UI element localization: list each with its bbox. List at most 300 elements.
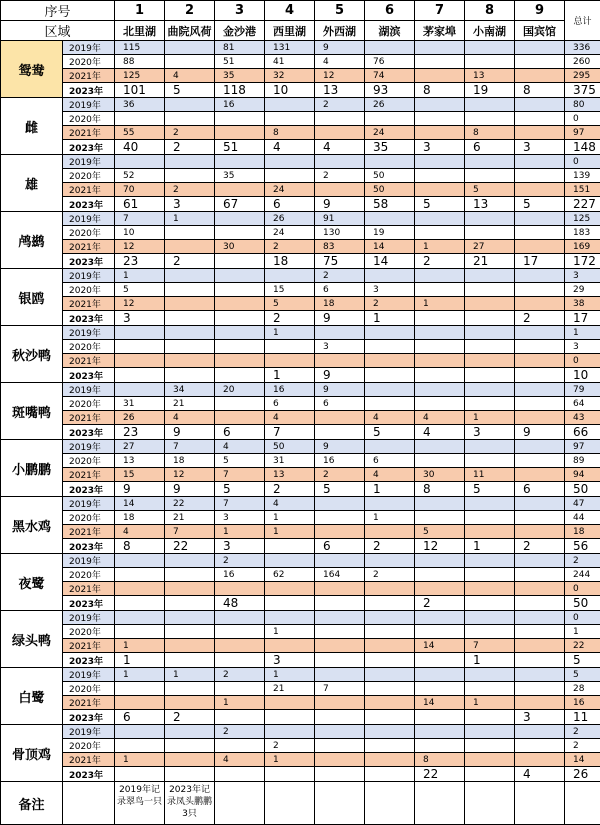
count-cell: 12 [165,468,215,482]
count-cell: 6 [215,425,265,440]
count-cell: 13 [115,454,165,468]
count-cell [115,368,165,383]
year-label: 2020年 [63,682,115,696]
count-cell [465,596,515,611]
count-cell [415,625,465,639]
count-cell [415,226,465,240]
count-cell: 12 [415,539,465,554]
count-cell [315,511,365,525]
row-total: 50 [565,482,600,497]
species-year-row [1,383,600,397]
year-label: 2021年 [63,297,115,311]
count-cell [315,625,365,639]
count-cell [115,767,165,782]
count-cell: 131 [265,41,315,55]
area-name: 小南湖 [465,21,515,41]
count-cell: 9 [315,197,365,212]
species-year-row [1,297,600,311]
year-label: 2019年 [63,725,115,739]
row-total: 139 [565,169,600,183]
count-cell [415,454,465,468]
count-cell [365,725,415,739]
count-cell [215,254,265,269]
row-total: 151 [565,183,600,197]
count-cell [115,568,165,582]
count-cell: 5 [215,482,265,497]
count-cell: 4 [215,753,265,767]
count-cell [515,696,565,710]
count-cell: 130 [315,226,365,240]
count-cell: 83 [315,240,365,254]
row-total: 79 [565,383,600,397]
species-year-row [1,311,600,326]
count-cell [315,767,365,782]
species-name: 夜鹭 [1,554,63,611]
count-cell [465,625,515,639]
count-cell [215,155,265,169]
row-total: 11 [565,710,600,725]
year-label: 2023年 [63,482,115,497]
species-year-row [1,539,600,554]
area-name: 茅家埠 [415,21,465,41]
count-cell: 1 [415,240,465,254]
count-cell [315,639,365,653]
year-label: 2020年 [63,226,115,240]
species-name: 黑水鸡 [1,497,63,554]
count-cell [165,596,215,611]
count-cell: 1 [465,696,515,710]
count-cell [465,354,515,368]
count-cell: 10 [115,226,165,240]
header-row-areas [1,21,600,41]
species-year-row [1,639,600,653]
year-label: 2021年 [63,639,115,653]
count-cell [115,596,165,611]
count-cell: 5 [415,525,465,539]
count-cell [165,725,215,739]
count-cell: 88 [115,55,165,69]
count-cell [515,753,565,767]
count-cell [115,340,165,354]
count-cell: 22 [165,497,215,511]
count-cell [515,112,565,126]
count-cell: 3 [315,340,365,354]
count-cell: 2 [215,725,265,739]
count-cell: 67 [215,197,265,212]
row-total: 64 [565,397,600,411]
year-label: 2020年 [63,340,115,354]
count-cell [415,710,465,725]
count-cell [515,682,565,696]
count-cell: 22 [165,539,215,554]
row-total: 5 [565,668,600,682]
count-cell [415,326,465,340]
row-total: 50 [565,596,600,611]
row-total: 3 [565,269,600,283]
count-cell: 3 [215,539,265,554]
year-label: 2021年 [63,240,115,254]
count-cell [415,682,465,696]
count-cell [215,126,265,140]
count-cell [465,169,515,183]
count-cell [215,283,265,297]
row-total: 38 [565,297,600,311]
count-cell [465,283,515,297]
row-total: 97 [565,126,600,140]
row-total: 22 [565,639,600,653]
species-year-row [1,283,600,297]
count-cell [165,326,215,340]
count-cell: 2 [415,596,465,611]
species-name: 小鹏鹏 [1,440,63,497]
count-cell: 5 [515,197,565,212]
row-total: 56 [565,539,600,554]
species-year-row [1,482,600,497]
count-cell [515,582,565,596]
count-cell [465,269,515,283]
row-total: 260 [565,55,600,69]
row-total: 97 [565,440,600,454]
count-cell: 2 [315,468,365,482]
count-cell [215,311,265,326]
row-total: 0 [565,611,600,625]
species-year-row [1,155,600,169]
column-number: 2 [165,1,215,21]
species-year-row [1,625,600,639]
count-cell [365,582,415,596]
count-cell [265,112,315,126]
count-cell: 4 [365,411,415,425]
count-cell: 1 [365,482,415,497]
species-year-row [1,682,600,696]
count-cell: 51 [215,55,265,69]
count-cell: 5 [415,197,465,212]
count-cell [515,226,565,240]
count-cell [315,653,365,668]
row-total: 44 [565,511,600,525]
species-year-row [1,710,600,725]
count-cell [115,739,165,753]
count-cell [515,411,565,425]
area-name: 西里湖 [265,21,315,41]
count-cell [515,668,565,682]
count-cell [265,611,315,625]
year-label: 2023年 [63,653,115,668]
row-total: 2 [565,739,600,753]
count-cell: 5 [465,183,515,197]
area-name: 国宾馆 [515,21,565,41]
count-cell [215,582,265,596]
year-label: 2019年 [63,326,115,340]
count-cell [165,226,215,240]
count-cell [215,269,265,283]
row-total: 10 [565,368,600,383]
count-cell: 2 [215,554,265,568]
row-total: 43 [565,411,600,425]
count-cell [415,55,465,69]
species-year-row [1,454,600,468]
count-cell [515,468,565,482]
count-cell [165,767,215,782]
count-cell [465,226,515,240]
row-total: 169 [565,240,600,254]
count-cell [165,611,215,625]
count-cell [315,411,365,425]
count-cell [265,539,315,554]
count-cell [415,169,465,183]
row-total: 172 [565,254,600,269]
count-cell: 6 [265,397,315,411]
count-cell [315,425,365,440]
year-label: 2019年 [63,212,115,226]
row-total: 29 [565,283,600,297]
species-year-row [1,411,600,425]
count-cell [465,383,515,397]
species-name: 银鸥 [1,269,63,326]
count-cell [215,739,265,753]
count-cell [365,269,415,283]
count-cell: 1 [115,668,165,682]
count-cell [515,98,565,112]
column-number: 9 [515,1,565,21]
count-cell: 2 [215,668,265,682]
count-cell [465,41,515,55]
count-cell: 7 [465,639,515,653]
note-cell [515,782,565,825]
count-cell [515,725,565,739]
column-number: 4 [265,1,315,21]
note-cell [565,782,600,825]
count-cell [215,340,265,354]
count-cell: 15 [265,283,315,297]
count-cell: 1 [265,368,315,383]
count-cell: 32 [265,69,315,83]
count-cell: 9 [115,482,165,497]
count-cell [215,397,265,411]
count-cell [215,112,265,126]
count-cell [365,440,415,454]
count-cell: 3 [165,197,215,212]
year-label: 2023年 [63,596,115,611]
count-cell [515,55,565,69]
count-cell: 4 [315,55,365,69]
species-year-row [1,753,600,767]
count-cell: 2 [365,568,415,582]
count-cell [515,397,565,411]
species-year-row [1,582,600,596]
count-cell: 5 [465,482,515,497]
count-cell [465,611,515,625]
count-cell [515,454,565,468]
species-year-row [1,611,600,625]
count-cell: 14 [365,240,415,254]
count-cell [165,55,215,69]
count-cell: 9 [165,425,215,440]
year-label: 2019年 [63,668,115,682]
total-label: 总计 [565,1,600,41]
year-label: 2019年 [63,383,115,397]
count-cell: 9 [165,482,215,497]
count-cell [315,725,365,739]
count-cell: 14 [115,497,165,511]
count-cell: 125 [115,69,165,83]
column-number: 7 [415,1,465,21]
area-name: 北里湖 [115,21,165,41]
count-cell [365,596,415,611]
species-year-row [1,55,600,69]
count-cell: 61 [115,197,165,212]
count-cell [365,397,415,411]
row-total: 148 [565,140,600,155]
count-cell: 76 [365,55,415,69]
count-cell: 21 [465,254,515,269]
species-year-row [1,440,600,454]
count-cell [365,41,415,55]
count-cell [365,368,415,383]
count-cell [315,326,365,340]
year-label: 2020年 [63,511,115,525]
column-number: 1 [115,1,165,21]
count-cell [465,311,515,326]
note-cell [63,782,115,825]
count-cell: 4 [115,525,165,539]
count-cell: 6 [515,482,565,497]
count-cell [315,155,365,169]
species-year-row [1,596,600,611]
count-cell: 1 [265,326,315,340]
count-cell [515,240,565,254]
count-cell [115,582,165,596]
count-cell [315,710,365,725]
row-total: 66 [565,425,600,440]
count-cell: 50 [365,183,415,197]
count-cell [465,582,515,596]
year-label: 2021年 [63,525,115,539]
count-cell: 4 [365,468,415,482]
count-cell [215,226,265,240]
count-cell [515,283,565,297]
row-total: 1 [565,326,600,340]
species-year-row [1,212,600,226]
count-cell [315,668,365,682]
count-cell [415,582,465,596]
count-cell: 2 [165,126,215,140]
count-cell: 8 [415,83,465,98]
count-cell: 14 [365,254,415,269]
species-year-row [1,340,600,354]
count-cell [115,682,165,696]
row-total: 0 [565,582,600,596]
row-total: 89 [565,454,600,468]
count-cell [165,568,215,582]
count-cell [115,611,165,625]
count-cell [165,368,215,383]
count-cell [215,682,265,696]
count-cell [415,725,465,739]
count-cell: 30 [415,468,465,482]
count-cell [415,440,465,454]
count-cell [515,368,565,383]
row-total: 2 [565,725,600,739]
count-cell [465,440,515,454]
count-cell: 6 [315,539,365,554]
species-year-row [1,326,600,340]
count-cell: 9 [315,440,365,454]
count-cell [415,568,465,582]
count-cell [465,511,515,525]
count-cell [365,682,415,696]
row-total: 244 [565,568,600,582]
count-cell: 14 [415,696,465,710]
year-label: 2020年 [63,625,115,639]
count-cell: 2 [265,240,315,254]
count-cell [415,311,465,326]
count-cell: 7 [265,425,315,440]
count-cell: 8 [465,126,515,140]
count-cell: 2 [415,254,465,269]
year-label: 2020年 [63,283,115,297]
year-label: 2023年 [63,767,115,782]
count-cell: 11 [465,468,515,482]
row-total: 125 [565,212,600,226]
count-cell: 51 [215,140,265,155]
count-cell: 2 [515,311,565,326]
count-cell: 62 [265,568,315,582]
count-cell [415,41,465,55]
count-cell [215,411,265,425]
count-cell [365,753,415,767]
count-cell [265,582,315,596]
count-cell: 26 [115,411,165,425]
count-cell: 35 [365,140,415,155]
count-cell: 13 [265,468,315,482]
count-cell [215,625,265,639]
row-total: 0 [565,155,600,169]
row-total: 18 [565,525,600,539]
count-cell: 21 [165,397,215,411]
count-cell [415,183,465,197]
count-cell [515,155,565,169]
count-cell: 2 [315,169,365,183]
year-label: 2021年 [63,69,115,83]
count-cell: 13 [465,197,515,212]
year-label: 2019年 [63,497,115,511]
count-cell [115,112,165,126]
count-cell [165,340,215,354]
species-name: 白鹭 [1,668,63,725]
area-name: 湖滨 [365,21,415,41]
count-cell [465,682,515,696]
count-cell [415,554,465,568]
count-cell [365,653,415,668]
count-cell: 2 [365,297,415,311]
count-cell [165,554,215,568]
count-cell: 5 [365,425,415,440]
count-cell: 6 [315,397,365,411]
count-cell [165,696,215,710]
count-cell: 1 [115,653,165,668]
count-cell [315,183,365,197]
note-cell [315,782,365,825]
count-cell [415,739,465,753]
count-cell [415,112,465,126]
count-cell: 1 [115,639,165,653]
count-cell [515,511,565,525]
species-year-row [1,653,600,668]
notes-row [1,782,600,825]
count-cell [365,611,415,625]
count-cell: 9 [315,41,365,55]
